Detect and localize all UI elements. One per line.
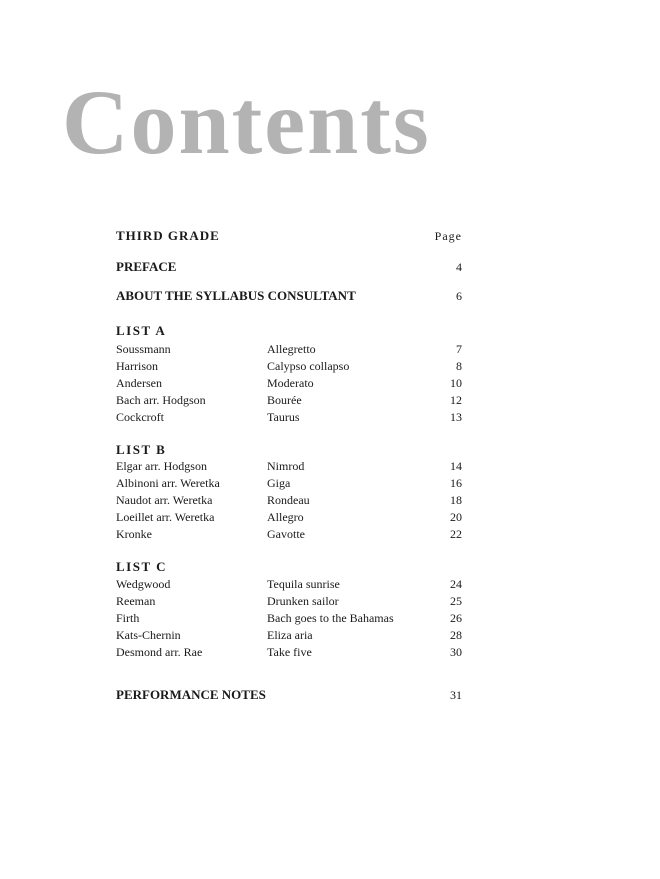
composer: Kronke — [116, 527, 152, 541]
list-item[interactable] — [116, 341, 462, 357]
composer: Elgar arr. Hodgson — [116, 459, 207, 473]
composer: Albinoni arr. Weretka — [116, 476, 220, 490]
entry-page: 30 — [450, 645, 462, 659]
entry-page: 26 — [450, 611, 462, 625]
piece-title: Taurus — [267, 410, 300, 424]
list-item[interactable] — [116, 576, 462, 592]
piece-title: Moderato — [267, 376, 314, 390]
list-item[interactable] — [116, 593, 462, 609]
composer: Kats-Chernin — [116, 628, 181, 642]
composer: Loeillet arr. Weretka — [116, 510, 215, 524]
entry-page: 22 — [450, 527, 462, 541]
list-c-heading: LIST C — [116, 559, 168, 574]
list-item[interactable] — [116, 627, 462, 643]
entry-page: 18 — [450, 493, 462, 507]
page-title: Contents — [62, 71, 431, 173]
grade-label: THIRD GRADE — [116, 228, 220, 243]
entry-page: 13 — [450, 410, 462, 424]
piece-title: Allegretto — [267, 342, 316, 356]
list-b-heading: LIST B — [116, 442, 167, 457]
composer: Soussmann — [116, 342, 171, 356]
piece-title: Calypso collapso — [267, 359, 350, 373]
entry-page: 12 — [450, 393, 462, 407]
composer: Bach arr. Hodgson — [116, 393, 206, 407]
list-item[interactable] — [116, 458, 462, 474]
piece-title: Rondeau — [267, 493, 310, 507]
toc-entry-syllabus-consultant[interactable] — [116, 287, 462, 305]
piece-title: Bourée — [267, 393, 302, 407]
entry-page: 20 — [450, 510, 462, 524]
entry-page: 14 — [450, 459, 462, 473]
entry-page: 4 — [456, 260, 462, 274]
entry-page: 24 — [450, 577, 462, 591]
composer: Desmond arr. Rae — [116, 645, 203, 659]
composer: Cockcroft — [116, 410, 164, 424]
toc-entry-performance-notes[interactable] — [116, 686, 462, 704]
entry-label: PERFORMANCE NOTES — [116, 687, 266, 702]
piece-title: Drunken sailor — [267, 594, 339, 608]
piece-title: Nimrod — [267, 459, 305, 473]
composer: Andersen — [116, 376, 162, 390]
piece-title: Tequila sunrise — [267, 577, 340, 591]
list-item[interactable] — [116, 375, 462, 391]
composer: Naudot arr. Weretka — [116, 493, 213, 507]
list-a-heading: LIST A — [116, 323, 167, 338]
entry-page: 25 — [450, 594, 462, 608]
composer: Reeman — [116, 594, 156, 608]
list-item[interactable] — [116, 358, 462, 374]
grade-heading — [116, 227, 462, 245]
composer: Harrison — [116, 359, 158, 373]
piece-title: Eliza aria — [267, 628, 313, 642]
list-item[interactable] — [116, 526, 462, 542]
entry-page: 28 — [450, 628, 462, 642]
list-item[interactable] — [116, 475, 462, 491]
entry-page: 6 — [456, 289, 462, 303]
composer: Wedgwood — [116, 577, 171, 591]
list-item[interactable] — [116, 644, 462, 660]
entry-label: ABOUT THE SYLLABUS CONSULTANT — [116, 288, 356, 303]
list-item[interactable] — [116, 492, 462, 508]
list-item[interactable] — [116, 610, 462, 626]
entry-page: 8 — [456, 359, 462, 373]
page-column-header: Page — [434, 229, 462, 243]
toc-entry-preface[interactable] — [116, 258, 462, 276]
list-item[interactable] — [116, 409, 462, 425]
piece-title: Giga — [267, 476, 291, 490]
piece-title: Gavotte — [267, 527, 305, 541]
piece-title: Take five — [267, 645, 312, 659]
entry-page: 16 — [450, 476, 462, 490]
entry-page: 31 — [450, 688, 462, 702]
entry-page: 10 — [450, 376, 462, 390]
entry-page: 7 — [456, 342, 462, 356]
piece-title: Bach goes to the Bahamas — [267, 611, 394, 625]
list-item[interactable] — [116, 509, 462, 525]
composer: Firth — [116, 611, 140, 625]
entry-label: PREFACE — [116, 259, 177, 274]
piece-title: Allegro — [267, 510, 304, 524]
list-item[interactable] — [116, 392, 462, 408]
